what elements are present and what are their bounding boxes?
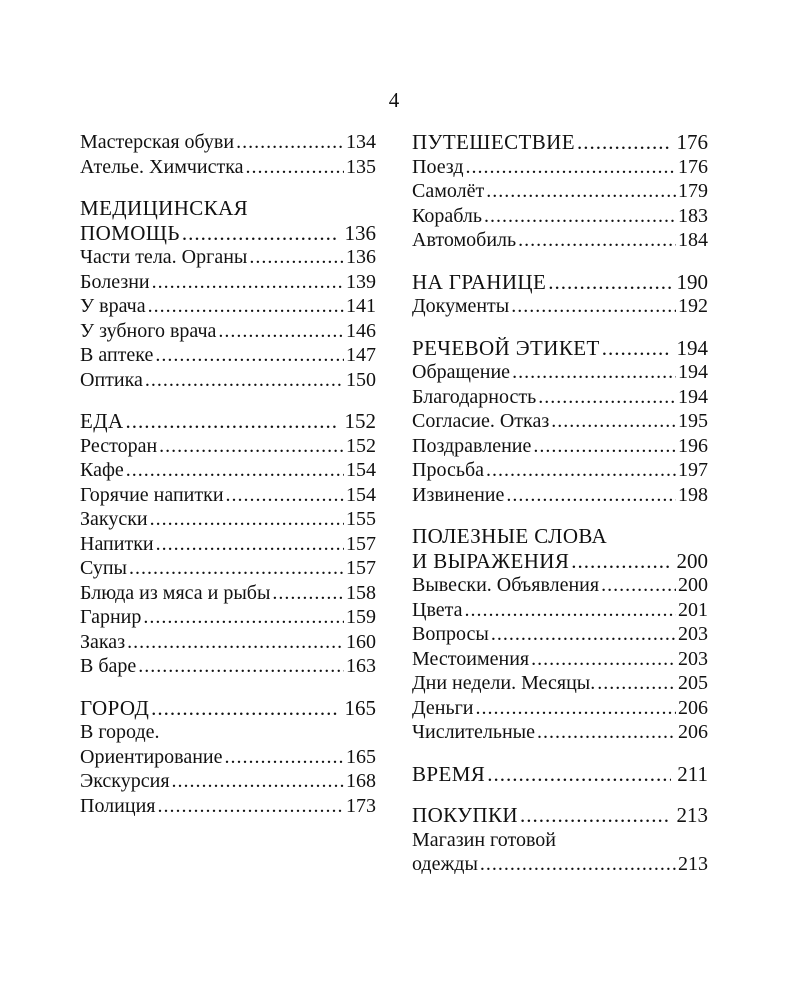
section-heading-page: 194 bbox=[676, 335, 708, 360]
section-heading-page: 200 bbox=[676, 548, 708, 573]
toc-entry[interactable] bbox=[80, 507, 376, 532]
dot-leader bbox=[145, 368, 344, 393]
dot-leader bbox=[538, 385, 676, 410]
toc-entry[interactable] bbox=[412, 647, 708, 672]
toc-entry-page: 141 bbox=[346, 295, 376, 317]
toc-entry-title: Мастерская обуви bbox=[80, 131, 235, 153]
section-heading-border[interactable] bbox=[412, 270, 708, 295]
dot-leader bbox=[487, 762, 671, 787]
toc-entry-title: Кафе bbox=[80, 459, 124, 481]
toc-entry[interactable] bbox=[412, 360, 708, 385]
dot-leader bbox=[597, 671, 676, 696]
dot-leader bbox=[465, 598, 676, 623]
toc-entry[interactable] bbox=[80, 769, 376, 794]
toc-entry[interactable] bbox=[80, 483, 376, 508]
toc-entry-page: 150 bbox=[346, 368, 376, 391]
section-heading-etiquette[interactable] bbox=[412, 336, 708, 361]
toc-entry-page: 206 bbox=[678, 721, 708, 743]
toc-entry[interactable] bbox=[412, 434, 708, 459]
toc-entry-page: 203 bbox=[678, 647, 708, 670]
section-heading-medical[interactable] bbox=[80, 221, 376, 246]
dot-leader bbox=[143, 605, 344, 630]
toc-entry-page: 197 bbox=[678, 459, 708, 481]
toc-entry[interactable] bbox=[412, 179, 708, 204]
section-heading-page: 136 bbox=[344, 220, 376, 245]
toc-entry-page: 183 bbox=[678, 204, 708, 227]
section-heading-travel[interactable] bbox=[412, 130, 708, 155]
dot-leader bbox=[172, 769, 344, 794]
toc-entry-page: 184 bbox=[678, 229, 708, 251]
toc-entry-title: Оптика bbox=[80, 368, 143, 391]
dot-leader bbox=[226, 483, 344, 508]
dot-leader bbox=[601, 573, 676, 598]
toc-entry-store-line1[interactable]: Магазин готовой bbox=[412, 828, 556, 851]
toc-entry[interactable] bbox=[412, 409, 708, 434]
section-heading-time[interactable] bbox=[412, 762, 708, 787]
toc-entry[interactable] bbox=[80, 319, 376, 344]
toc-entry[interactable] bbox=[80, 581, 376, 606]
dot-leader bbox=[249, 245, 344, 270]
toc-entry-page: 157 bbox=[346, 557, 376, 579]
dot-leader bbox=[518, 228, 676, 253]
section-heading-title: ПОКУПКИ bbox=[412, 803, 518, 827]
section-heading-page: 213 bbox=[676, 803, 708, 827]
toc-entry[interactable] bbox=[412, 155, 708, 180]
toc-entry-title: Автомобиль bbox=[412, 229, 517, 251]
toc-entry[interactable] bbox=[412, 852, 708, 877]
toc-entry-title: одежды bbox=[412, 853, 478, 875]
dot-leader bbox=[148, 294, 344, 319]
dot-leader bbox=[466, 155, 676, 180]
toc-entry-page: 165 bbox=[346, 745, 376, 768]
toc-entry-title: Числительные bbox=[412, 721, 535, 743]
toc-entry-title: В баре bbox=[80, 655, 137, 677]
toc-entry-title: Заказ bbox=[80, 630, 126, 653]
section-heading-useful[interactable] bbox=[412, 549, 708, 574]
dot-leader bbox=[533, 434, 676, 459]
toc-entry-title: Просьба bbox=[412, 459, 484, 481]
toc-entry-page: 157 bbox=[346, 532, 376, 555]
toc-entry-title: У зубного врача bbox=[80, 319, 217, 342]
toc-entry[interactable] bbox=[80, 794, 376, 819]
dot-leader bbox=[156, 532, 344, 557]
toc-entry[interactable] bbox=[80, 556, 376, 581]
section-heading-food[interactable] bbox=[80, 409, 376, 434]
dot-leader bbox=[511, 294, 676, 319]
toc-entry[interactable] bbox=[80, 270, 376, 295]
toc-entry[interactable] bbox=[80, 343, 376, 368]
toc-entry[interactable] bbox=[80, 245, 376, 270]
dot-leader bbox=[512, 360, 676, 385]
toc-entry-title: Ресторан bbox=[80, 434, 158, 457]
toc-entry-page: 155 bbox=[346, 508, 376, 530]
toc-entry-page: 159 bbox=[346, 606, 376, 628]
toc-entry-title: Вопросы bbox=[412, 623, 489, 645]
toc-entry[interactable] bbox=[412, 720, 708, 745]
toc-entry-page: 135 bbox=[346, 155, 376, 178]
toc-entry-page: 196 bbox=[678, 434, 708, 457]
section-heading-title: ПОМОЩЬ bbox=[80, 220, 180, 245]
dot-leader bbox=[486, 179, 676, 204]
toc-entry[interactable] bbox=[412, 573, 708, 598]
dot-leader bbox=[126, 409, 339, 434]
dot-leader bbox=[506, 483, 676, 508]
toc-entry-title: Дни недели. Месяцы. bbox=[412, 672, 596, 694]
toc-entry-title: Благодарность bbox=[412, 385, 537, 408]
toc-entry-page: 160 bbox=[346, 630, 376, 653]
toc-entry-page: 176 bbox=[678, 155, 708, 178]
section-heading-title: И ВЫРАЖЕНИЯ bbox=[412, 548, 570, 573]
toc-entry-title: Болезни bbox=[80, 270, 150, 293]
toc-entry-page: 163 bbox=[346, 655, 376, 677]
toc-entry-page: 194 bbox=[678, 385, 708, 408]
toc-entry-page: 136 bbox=[346, 246, 376, 268]
dot-leader bbox=[138, 654, 344, 679]
toc-entry[interactable] bbox=[80, 654, 376, 679]
toc-right-column bbox=[412, 130, 708, 877]
toc-entry-title: Ателье. Химчистка bbox=[80, 155, 244, 178]
toc-entry-page: 154 bbox=[346, 459, 376, 481]
toc-entry[interactable] bbox=[412, 696, 708, 721]
toc-entry[interactable] bbox=[80, 294, 376, 319]
dot-leader bbox=[548, 270, 670, 295]
toc-entry-title: Документы bbox=[412, 295, 510, 317]
section-heading-title: РЕЧЕВОЙ ЭТИКЕТ bbox=[412, 335, 600, 360]
section-heading-title: НА ГРАНИЦЕ bbox=[412, 269, 547, 294]
section-heading-medical-line1[interactable]: МЕДИЦИНСКАЯ bbox=[80, 196, 249, 220]
dot-leader bbox=[531, 647, 676, 672]
section-heading-page: 190 bbox=[676, 269, 708, 294]
dot-leader bbox=[151, 696, 338, 721]
toc-entry[interactable] bbox=[80, 368, 376, 393]
dot-leader bbox=[127, 630, 344, 655]
toc-entry-title: Ориентирование bbox=[80, 745, 223, 768]
section-heading-useful-line1[interactable]: ПОЛЕЗНЫЕ СЛОВА bbox=[412, 524, 608, 548]
section-heading-page: 211 bbox=[677, 761, 708, 786]
toc-entry[interactable] bbox=[412, 671, 708, 696]
toc-entry-page: 200 bbox=[678, 574, 708, 596]
toc-entry[interactable] bbox=[80, 630, 376, 655]
dot-leader bbox=[182, 221, 339, 246]
toc-entry-page: 206 bbox=[678, 696, 708, 719]
toc-entry-title: Блюда из мяса и рыбы bbox=[80, 581, 271, 604]
toc-entry-title: В аптеке bbox=[80, 344, 154, 366]
toc-entry-orientation-line1[interactable]: В городе. bbox=[80, 721, 160, 743]
toc-entry-title: Местоимения bbox=[412, 647, 530, 670]
dot-leader bbox=[218, 319, 344, 344]
toc-entry-page: 201 bbox=[678, 598, 708, 621]
toc-entry-page: 198 bbox=[678, 483, 708, 506]
toc-left-column bbox=[80, 130, 376, 818]
section-heading-page: 165 bbox=[344, 695, 376, 720]
dot-leader bbox=[157, 794, 344, 819]
toc-entry-page: 195 bbox=[678, 410, 708, 432]
dot-leader bbox=[152, 270, 344, 295]
toc-entry-title: Обращение bbox=[412, 361, 511, 383]
dot-leader bbox=[476, 696, 677, 721]
toc-entry[interactable] bbox=[80, 745, 376, 770]
toc-entry-title: Самолёт bbox=[412, 180, 485, 202]
dot-leader bbox=[246, 155, 344, 180]
toc-entry-page: 152 bbox=[346, 434, 376, 457]
toc-entry-title: Части тела. Органы bbox=[80, 246, 248, 268]
toc-entry[interactable] bbox=[412, 483, 708, 508]
toc-entry-title: Деньги bbox=[412, 696, 474, 719]
section-heading-shopping[interactable] bbox=[412, 803, 708, 828]
dot-leader bbox=[537, 720, 676, 745]
toc-entry-title: Напитки bbox=[80, 532, 154, 555]
dot-leader bbox=[129, 556, 344, 581]
section-heading-title: ГОРОД bbox=[80, 695, 150, 720]
dot-leader bbox=[484, 204, 676, 229]
dot-leader bbox=[480, 852, 676, 877]
toc-entry[interactable] bbox=[412, 622, 708, 647]
dot-leader bbox=[571, 549, 670, 574]
dot-leader bbox=[159, 434, 344, 459]
toc-entry[interactable] bbox=[412, 458, 708, 483]
dot-leader bbox=[236, 130, 344, 155]
toc-entry-page: 194 bbox=[678, 361, 708, 383]
toc-entry-title: Согласие. Отказ bbox=[412, 410, 550, 432]
dot-leader bbox=[126, 458, 344, 483]
toc-entry-page: 139 bbox=[346, 270, 376, 293]
section-heading-page: 176 bbox=[676, 130, 708, 154]
dot-leader bbox=[491, 622, 676, 647]
toc-entry-title: Полиция bbox=[80, 794, 156, 817]
toc-entry[interactable] bbox=[412, 385, 708, 410]
dot-leader bbox=[225, 745, 344, 770]
section-heading-title: ПУТЕШЕСТВИЕ bbox=[412, 130, 575, 154]
dot-leader bbox=[602, 336, 671, 361]
toc-entry-page: 173 bbox=[346, 794, 376, 817]
section-heading-title: ЕДА bbox=[80, 409, 124, 433]
toc-entry-page: 146 bbox=[346, 319, 376, 342]
toc-entry[interactable] bbox=[80, 130, 376, 155]
dot-leader bbox=[577, 130, 671, 155]
toc-entry-title: Экскурсия bbox=[80, 770, 170, 792]
toc-entry[interactable] bbox=[412, 294, 708, 319]
toc-entry[interactable] bbox=[80, 532, 376, 557]
toc-entry[interactable] bbox=[412, 228, 708, 253]
toc-entry-title: Поезд bbox=[412, 155, 464, 178]
toc-entry-title: Гарнир bbox=[80, 606, 142, 628]
section-heading-city[interactable] bbox=[80, 696, 376, 721]
toc-entry[interactable] bbox=[412, 598, 708, 623]
toc-entry-page: 154 bbox=[346, 483, 376, 506]
toc-entry[interactable] bbox=[80, 605, 376, 630]
dot-leader bbox=[150, 507, 344, 532]
toc-entry-title: Супы bbox=[80, 557, 127, 579]
toc-entry-title: Горячие напитки bbox=[80, 483, 224, 506]
toc-entry[interactable] bbox=[412, 204, 708, 229]
toc-entry[interactable] bbox=[80, 434, 376, 459]
toc-entry-title: Извинение bbox=[412, 483, 505, 506]
dot-leader bbox=[520, 803, 671, 828]
toc-entry-page: 192 bbox=[678, 295, 708, 317]
toc-entry-title: Поздравление bbox=[412, 434, 532, 457]
toc-entry-title: Цвета bbox=[412, 598, 463, 621]
toc-entry[interactable] bbox=[80, 458, 376, 483]
dot-leader bbox=[551, 409, 676, 434]
toc-entry[interactable] bbox=[80, 155, 376, 180]
dot-leader bbox=[155, 343, 344, 368]
section-heading-title: ВРЕМЯ bbox=[412, 761, 486, 786]
toc-entry-page: 213 bbox=[678, 853, 708, 875]
toc-entry-title: Корабль bbox=[412, 204, 482, 227]
toc-entry-title: Вывески. Объявления bbox=[412, 574, 600, 596]
toc-entry-page: 179 bbox=[678, 180, 708, 202]
page-number: 4 bbox=[388, 88, 400, 112]
dot-leader bbox=[272, 581, 344, 606]
section-heading-page: 152 bbox=[344, 409, 376, 433]
toc-entry-page: 134 bbox=[346, 131, 376, 153]
dot-leader bbox=[486, 458, 676, 483]
toc-entry-page: 205 bbox=[678, 672, 708, 694]
toc-entry-title: У врача bbox=[80, 295, 146, 317]
toc-entry-page: 147 bbox=[346, 344, 376, 366]
toc-entry-page: 158 bbox=[346, 581, 376, 604]
toc-entry-title: Закуски bbox=[80, 508, 148, 530]
toc-entry-page: 168 bbox=[346, 770, 376, 792]
toc-entry-page: 203 bbox=[678, 623, 708, 645]
